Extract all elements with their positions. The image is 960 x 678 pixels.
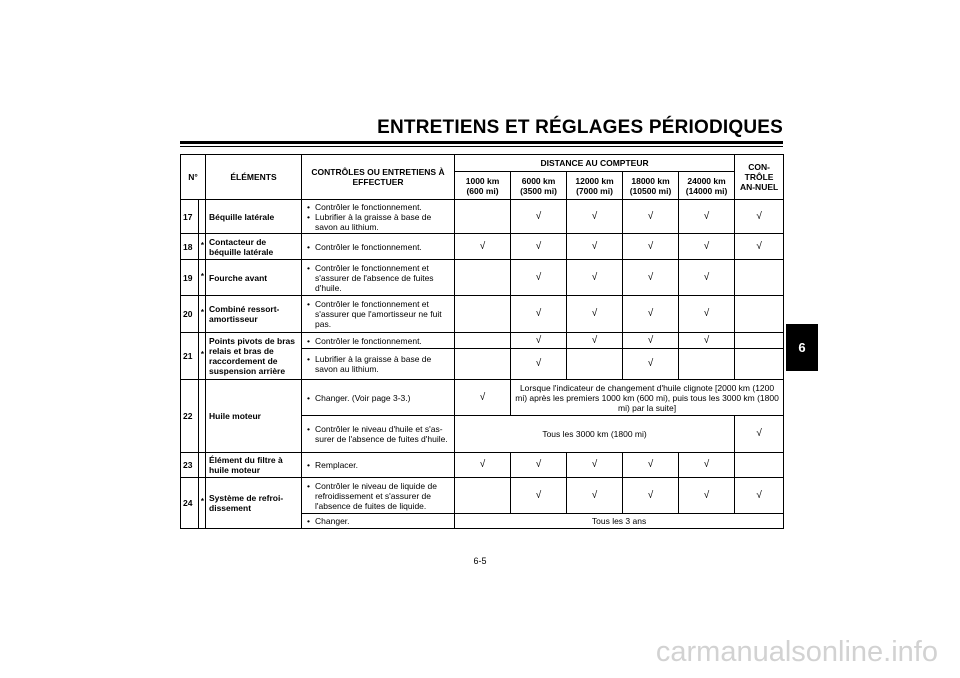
check-cell — [455, 296, 511, 333]
star-cell — [199, 333, 206, 380]
row-number: 23 — [181, 453, 199, 478]
check-mark: √ — [623, 296, 679, 333]
check-mark: √ — [567, 260, 623, 296]
check-mark: √ — [679, 478, 735, 514]
check-item: • Changer. — [315, 516, 451, 526]
check-mark: √ — [679, 296, 735, 333]
row-element: Combiné ressort-amortisseur — [206, 296, 302, 333]
check-cell — [735, 260, 784, 296]
title-rule-thin — [180, 146, 783, 147]
row-checks — [302, 200, 455, 234]
check-mark: √ — [735, 234, 784, 260]
page-number: 6-5 — [473, 556, 487, 566]
title-rule-thick — [180, 141, 783, 144]
check-mark: √ — [735, 200, 784, 234]
check-mark: √ — [735, 478, 784, 514]
check-item: • Contrôler le fonctionnement. — [315, 202, 451, 212]
check-mark: √ — [567, 234, 623, 260]
check-mark: √ — [567, 453, 623, 478]
header-distance: DISTANCE AU COMPTEUR — [455, 155, 735, 172]
row-checks — [302, 478, 455, 514]
check-cell — [735, 333, 784, 349]
row-element: Système de refroi-dissement — [206, 478, 302, 529]
table-row — [181, 260, 784, 296]
check-item: • Contrôler le fonctionnement. — [315, 336, 451, 346]
interval-note: Lorsque l'indicateur de changement d'huile clignote [2000 km (1200 mi) après les premiers 1000 km (600 mi), puis tous les 3000 km (1800 mi) par la suite] — [511, 380, 784, 416]
row-checks — [302, 349, 455, 380]
table-row — [181, 380, 784, 416]
row-checks — [302, 260, 455, 296]
check-cell — [735, 453, 784, 478]
check-item: • Contrôler le niveau d'huile et s'as-surer de l'absence de fuites d'huile. — [315, 424, 451, 444]
header-km-3: 12000 km (7000 mi) — [567, 172, 623, 200]
row-element: Points pivots de bras relais et bras de raccordement de suspension arrière — [206, 333, 302, 380]
table-row — [181, 453, 784, 478]
row-element: Contacteur de béquille latérale — [206, 234, 302, 260]
star-mark: * — [200, 271, 205, 281]
row-element: Huile moteur — [206, 380, 302, 453]
check-mark: √ — [567, 478, 623, 514]
star-cell — [199, 296, 206, 333]
check-mark: √ — [567, 200, 623, 234]
table-row — [181, 478, 784, 514]
check-mark: √ — [679, 234, 735, 260]
row-number: 18 — [181, 234, 199, 260]
header-checks: CONTRÔLES OU ENTRETIENS À EFFECTUER — [302, 155, 455, 200]
check-item: • Contrôler le niveau de liquide de refroidissement et s'assurer de l'absence de fuites de liquide. — [315, 481, 451, 511]
header-annual: CON-TRÔLE AN-NUEL — [735, 155, 784, 200]
row-checks — [302, 380, 455, 416]
check-item: • Lubrifier à la graisse à base de savon au lithium. — [315, 212, 451, 232]
check-mark: √ — [511, 478, 567, 514]
watermark: carmanualsonline.info — [655, 636, 938, 668]
check-cell — [455, 349, 511, 380]
check-mark: √ — [511, 260, 567, 296]
star-mark: * — [200, 240, 205, 250]
check-mark: √ — [679, 260, 735, 296]
check-mark: √ — [455, 453, 511, 478]
check-item: • Changer. (Voir page 3-3.) — [315, 393, 451, 403]
row-number: 22 — [181, 380, 199, 453]
header-km-1: 1000 km (600 mi) — [455, 172, 511, 200]
row-number: 17 — [181, 200, 199, 234]
chapter-tab: 6 — [786, 324, 818, 371]
row-checks — [302, 333, 455, 349]
star-mark: * — [200, 307, 205, 317]
check-cell — [735, 349, 784, 380]
row-element: Élément du filtre à huile moteur — [206, 453, 302, 478]
table-row — [181, 200, 784, 234]
check-mark: √ — [623, 260, 679, 296]
check-item: • Contrôler le fonctionnement. — [315, 242, 451, 252]
row-element: Béquille latérale — [206, 200, 302, 234]
table-row — [181, 333, 784, 349]
row-number: 24 — [181, 478, 199, 529]
header-no: N° — [181, 155, 206, 200]
table-row — [181, 296, 784, 333]
check-item: • Contrôler le fonctionnement et s'assurer que l'amortisseur ne fuit pas. — [315, 299, 451, 329]
star-cell — [199, 200, 206, 234]
check-mark: √ — [623, 478, 679, 514]
interval-note: Tous les 3 ans — [455, 514, 784, 529]
row-checks — [302, 514, 455, 529]
check-mark: √ — [511, 200, 567, 234]
check-mark: √ — [567, 333, 623, 349]
row-checks — [302, 416, 455, 453]
check-mark: √ — [623, 234, 679, 260]
check-mark: √ — [455, 234, 511, 260]
row-checks — [302, 296, 455, 333]
check-mark: √ — [567, 296, 623, 333]
check-mark: √ — [511, 296, 567, 333]
check-cell — [567, 349, 623, 380]
star-mark: * — [200, 496, 205, 506]
check-mark: √ — [511, 234, 567, 260]
star-cell — [199, 380, 206, 453]
header-km-2: 6000 km (3500 mi) — [511, 172, 567, 200]
header-element: ÉLÉMENTS — [206, 155, 302, 200]
table-row — [181, 234, 784, 260]
star-cell — [199, 234, 206, 260]
header-km-4: 18000 km (10500 mi) — [623, 172, 679, 200]
row-number: 21 — [181, 333, 199, 380]
check-mark: √ — [679, 333, 735, 349]
check-cell — [455, 260, 511, 296]
star-cell — [199, 478, 206, 529]
check-cell — [455, 478, 511, 514]
maintenance-table — [180, 154, 784, 529]
check-mark: √ — [511, 349, 567, 380]
check-mark: √ — [623, 200, 679, 234]
page-title: ENTRETIENS ET RÉGLAGES PÉRIODIQUES — [377, 117, 783, 138]
check-item: • Lubrifier à la graisse à base de savon au lithium. — [315, 354, 451, 374]
check-cell — [735, 296, 784, 333]
check-cell — [679, 349, 735, 380]
check-item: • Contrôler le fonctionnement et s'assurer de l'absence de fuites d'huile. — [315, 263, 451, 293]
check-mark: √ — [623, 349, 679, 380]
star-cell — [199, 453, 206, 478]
check-mark: √ — [679, 453, 735, 478]
check-cell — [455, 200, 511, 234]
row-checks — [302, 453, 455, 478]
check-mark: √ — [679, 200, 735, 234]
check-mark: √ — [511, 333, 567, 349]
header-km-5: 24000 km (14000 mi) — [679, 172, 735, 200]
star-mark: * — [200, 349, 205, 359]
check-mark: √ — [455, 380, 511, 416]
row-number: 19 — [181, 260, 199, 296]
star-cell — [199, 260, 206, 296]
check-mark: √ — [511, 453, 567, 478]
check-mark: √ — [623, 333, 679, 349]
check-mark: √ — [623, 453, 679, 478]
check-cell — [455, 333, 511, 349]
check-mark: √ — [735, 416, 784, 453]
interval-note: Tous les 3000 km (1800 mi) — [455, 416, 735, 453]
row-checks — [302, 234, 455, 260]
row-element: Fourche avant — [206, 260, 302, 296]
row-number: 20 — [181, 296, 199, 333]
check-item: • Remplacer. — [315, 460, 451, 470]
